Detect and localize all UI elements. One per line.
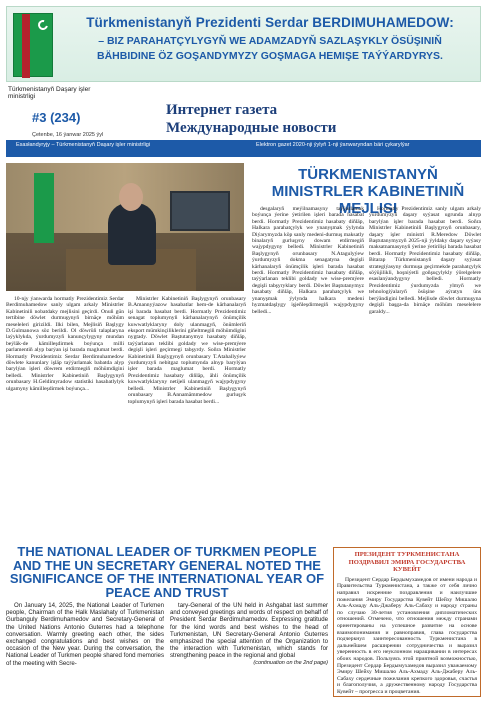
english-article-column-2: [170, 602, 328, 698]
top-banner: [6, 6, 481, 82]
article-column-3-text: desgalaryň meýilnamasyny taýýarlamak boýunça ýerine ýetirilen işleri barada hasabat berdi. Hormatly Prezidentimiz hasabaty diňläp, Halkara parahatçylyk we ynanyşmak ýylynda Diýarymyzda köp sanly medeni-durmuş maksatly binalaryň gurluşyny dowam etdirmegiň wajypdygyny belledi. Ministrler Kabinetiniň Başlygynyň orunbasary N.Atagulyýew ýurdumyzyň dokma senagatyna degişli kärhanalaryň önümçilik işleri barada hasabat berdi. Hormatly Prezidentimiz hasabaty diňläp, taýýarlanan teklibi goldady we wise-premýere degişli tabşyryklary berdi. Döwlet Baştutanymyz hasabaty diňläp, Halkara parahatçylyk we ynanyşmak ýylynda halkara medeni hyzmatdaşlygy işjeňleşdirmegiň wajypdygyny belledi...: [252, 206, 364, 315]
photo-person-head: [119, 183, 143, 211]
photo-screen: [170, 191, 230, 231]
masthead-publication-text: Elektron gazet 2020-nji ýylyň 1-nji ýanwaryndan bäri çykarylýar: [256, 142, 410, 148]
masthead-title-line2: Международные новости: [166, 120, 337, 136]
banner-subtitle-line1: – BIZ PARAHATÇYLYGYŇ WE ADAMZADYŇ SAZLAŞYKLY ÖSÜŞINIŇ: [98, 35, 442, 47]
article-column-1: [6, 296, 124, 540]
article-column-1-text: 10-njy ýanwarda hormatly Prezidentimiz Serdar Berdimuhamedow sanly ulgam arkaly Ministrler Kabinetiniň nobatdaky mejlisini geçirdi. Onuň gün tertibine döwlet durmuşynyň birnäçe möhüm meseleleri girizildi. Ilki bilen, Mejlisiň Başlygy D.Gulmanowa söz berildi. Ol döwrüň talaplaryna laýyklykda, ýurdumyzyň kanunçylygyny mundan beýläk-de kämilleşdirmek boýunça milli parlamentiň alyp barýan işi barada maglumat berdi. Hormatly Prezidentimiz Serdar Berdimuhamedow döwlete kanunlary işläp taýýarlamak babatda alyp barylýan işleri döwrem etdirmegiň möhümdigini belledi. Ministrler Kabinetiniň Başlygynyň orunbasary H.Geldimyradow statistiki hasabatlylyk ulgamyny kämilleşdirmek boýunça...: [6, 296, 124, 392]
flag-ornament-stripe: [22, 14, 30, 78]
masthead-info-bar: [6, 140, 481, 157]
meeting-photo: [6, 163, 244, 291]
banner-title: Türkmenistanyň Prezidenti Serdar BERDIMUHAMEDOW:: [86, 15, 454, 30]
english-article-headline: THE NATIONAL LEADER OF TURKMEN PEOPLE AND THE UN SECRETARY GENERAL NOTED THE SIGNIFICANCE OF THE INTERNATIONAL YEAR OF PEACE AND TRUST: [9, 544, 325, 600]
russian-article-headline: ПРЕЗИДЕНТ ТУРКМЕНИСТАНА ПОЗДРАВИЛ ЭМИРА ГОСУДАРСТВА КУВЕЙТ: [348, 551, 466, 574]
masthead-titles: [166, 102, 476, 137]
photo-person: [108, 203, 156, 265]
article-column-4-text: Hormatly Prezidentimiz sanly ulgam arkaly ýurdumyzyň daşary syýasat ugrunda alnyp barylýan işler barada hasabat berdi. Soňra Ministrler Kabinetiniň Başlygynyň orunbasary, daşary işler ministri R.Meredow Döwlet Baştutanymyzyň 2025-nji ýyldaky daşary syýasy maksatnamasynyň ýerine ýetirilişi barada hasabat berdi. Hormatly Prezidentimiz hasabaty diňläp, Bitarap Türkmenistanyň daşary syýasat strategiýasyny durmuşa geçirmekde parahatçylyk söýüjilikli, hoşniýetli goňşuçylykly ýörelgelere esaslanýandygyny belledi. Hormatly Prezidentimiz ýurdumyzda ylmyň we tehnologiýalaryň ösüşine aýratyn üns berýändigini belledi. Mejlisde döwlet durmuşyna degişli başga-da birnäçe möhüm meselelere garaldy...: [369, 206, 481, 315]
article-column-3: [252, 206, 364, 540]
ministry-logo-text: Türkmenistanyň Daşary işler ministrligi: [8, 86, 91, 100]
english-article-column-1-text: On January 14, 2025, the National Leader of Turkmen people, Chairman of the Halk Maslahaty of Turkmenistan Gurbanguly Berdimuhamedov and Secretary-General of the United Nations Antonio Guterres had a telephone conversation. Warmly greeting each other, the sides exchanged congratulations and best wishes on the occasion of the New year. During the conversation, the National Leader of Turkmen people shared fond memories of the meeting with Secre-: [6, 602, 164, 667]
english-article-column-1: [6, 602, 164, 698]
article-column-4: [369, 206, 481, 540]
article-headline: TÜRKMENISTANYŇ MINISTRLER KABINETINIŇ MEJLISI: [271, 166, 465, 217]
banner-subtitle-line2: BÄHBIDINE ÖZ GOŞANDYMYZY GOŞMAGA HEMIŞE TAÝÝARDYRYS.: [97, 50, 443, 62]
masthead-founder-text: Esasłandyryjy – Türkmenistanyň Daşary işler ministrligi: [16, 142, 151, 148]
turkmenistan-flag-icon: [13, 13, 53, 77]
masthead: [6, 86, 481, 160]
russian-article-box: [333, 547, 481, 697]
banner-text: [61, 15, 479, 63]
flag-crescent-icon: [36, 18, 50, 32]
article-column-2: [128, 296, 246, 540]
russian-article-body: [337, 577, 477, 695]
issue-number: #3 (234): [32, 110, 81, 125]
article-column-2-text: Ministrler Kabinetiniň Başlygynyň orunbasary B.Amannyýazow hasabatlar hem-de kärhanalaryň işi barada hasabat berdi. Hormatly Prezidentimiz senagat toplumynyň kärhanalarynyň önümçilik kuwwatlyklaryny doly ulanmagyň, önümleriň eksport mümkinçiliklerini giňeltmegiň möhümdigini nygtady. Döwlet Baştutanymyz hasabaty diňläp, taýýarlanan teklibi goldady we wise-premýere degişli işleri geçirmegi tabşyrdy. Soňra Ministrler Kabinetiniň Başlygynyň orunbasary T.Atahallyýew ýurdumyzyň nebitgaz toplumynda alnyp barylýan işler barada maglumat berdi. Hormatly Prezidentimiz hasabaty diňläp, ähli önümçilik kuwwatlyklaryny netijeli ulanmagyň wajypdygyny belledi. Ministrler Kabinetiniň Başlygynyň orunbasary B.Annamämmedow gurluşyk toplumynyň işleri barada hasabat berdi...: [128, 296, 246, 405]
photo-flag: [34, 173, 54, 243]
continuation-note: (continuation on the 2nd page): [253, 659, 328, 666]
issue-date: Çetenbe, 16 ýanwar 2025 ýyl: [32, 132, 104, 138]
russian-article-text: Президент Сердар Бердымухамедов от имени народа и Правительства Туркменистана, а также от себя лично направил искренние поздравления и наилучшие пожелания Эмиру Государства Кувейт Шейху Мишалю Аль-Ахмаду Аль-Джаберу Аль-Сабаху и народу страны по случаю 30-летия установления дипломатических отношений. Отмечено, что отношения между странами ориентированы на успешное развитие на основе взаимопонимания и равноправия, глава государства подчеркнул заинтересованность Туркменистана в дальнейшем расширении сотрудничества и выразил уверенность в его неуклонном наращивании в интересах обоих народов. Пользуясь этой приятной возможностью, Президент Сердар Бердымухамедов выразил уважаемому Эмиру Шейху Мишалю Аль-Ахмаду Аль-Джаберу Аль-Сабаху сердечные пожелания крепкого здоровья, счастья и благополучия, а дружественному народу Государства Кувейт – прогресса и процветания.: [337, 576, 477, 695]
english-article-column-2-text: tary-General of the UN held in Ashgabat last summer and conveyed greetings and words of respect on behalf of President Serdar Berdimuhamedov. Expressing gratitude for the kind words and best wishes to the head of Turkmenistan, UN Secretary-General Antonio Guterres emphasized the special attention of the Organization to the interaction with Turkmenistan, which stands for strengthening peace in the regional and global: [170, 602, 328, 660]
masthead-title-line1: Интернет газета: [166, 102, 278, 118]
